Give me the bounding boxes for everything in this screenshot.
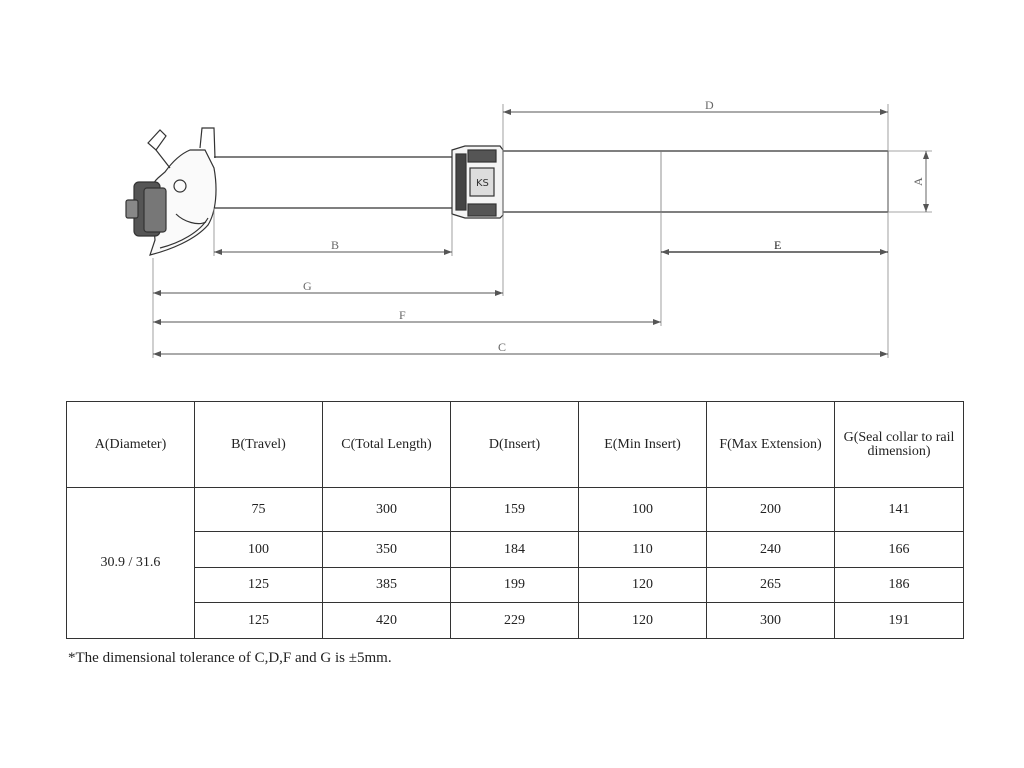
- table-cell: 75: [195, 488, 323, 532]
- table-cell: 199: [451, 568, 579, 603]
- extension-lines: [153, 104, 932, 358]
- table-cell: 300: [323, 488, 451, 532]
- table-cell: 350: [323, 532, 451, 568]
- table-cell: 159: [451, 488, 579, 532]
- table-cell: 100: [579, 488, 707, 532]
- table-cell: 141: [835, 488, 964, 532]
- header-d-insert: D(Insert): [451, 402, 579, 488]
- table-cell: 420: [323, 603, 451, 639]
- header-a-diameter: A(Diameter): [67, 402, 195, 488]
- seatpost-clamp-head: [126, 128, 216, 255]
- dim-b-label: B: [331, 238, 340, 252]
- table-cell: 125: [195, 568, 323, 603]
- header-b-travel: B(Travel): [195, 402, 323, 488]
- header-c-total-length: C(Total Length): [323, 402, 451, 488]
- dim-e-label: E: [774, 238, 782, 252]
- diameter-cell: 30.9 / 31.6: [67, 488, 195, 639]
- header-g-seal-collar: G(Seal collar to rail dimension): [835, 402, 964, 488]
- table-cell: 265: [707, 568, 835, 603]
- svg-text:KS: KS: [476, 178, 489, 189]
- dimension-lines: [153, 112, 926, 354]
- table-row: [67, 532, 964, 568]
- table-cell: 166: [835, 532, 964, 568]
- table-cell: 125: [195, 603, 323, 639]
- table-cell: 191: [835, 603, 964, 639]
- table-cell: 110: [579, 532, 707, 568]
- dim-g-label: G: [303, 279, 312, 293]
- dim-a-label: A: [911, 177, 925, 186]
- table-cell: 120: [579, 603, 707, 639]
- table-cell: 184: [451, 532, 579, 568]
- dim-f-label: F: [399, 308, 406, 322]
- table-cell: 200: [707, 488, 835, 532]
- stanchion-tube: [214, 157, 455, 208]
- table-row: [67, 488, 964, 532]
- dim-d-label: D: [705, 98, 714, 112]
- tolerance-note: *The dimensional tolerance of C,D,F and G is ±5mm.: [68, 650, 392, 666]
- table-row: [67, 568, 964, 603]
- table-cell: 240: [707, 532, 835, 568]
- table-cell: 300: [707, 603, 835, 639]
- header-e-min-insert: E(Min Insert): [579, 402, 707, 488]
- table-header-row: [67, 402, 964, 488]
- table-cell: 100: [195, 532, 323, 568]
- table-cell: 229: [451, 603, 579, 639]
- table-row: [67, 603, 964, 639]
- table-cell: 120: [579, 568, 707, 603]
- dim-c-label: C: [498, 340, 507, 354]
- table-cell: 186: [835, 568, 964, 603]
- header-f-max-extension: F(Max Extension): [707, 402, 835, 488]
- seal-collar: [452, 146, 503, 218]
- dimension-spec-table: [66, 401, 964, 639]
- table-cell: 385: [323, 568, 451, 603]
- outer-tube: [503, 151, 888, 212]
